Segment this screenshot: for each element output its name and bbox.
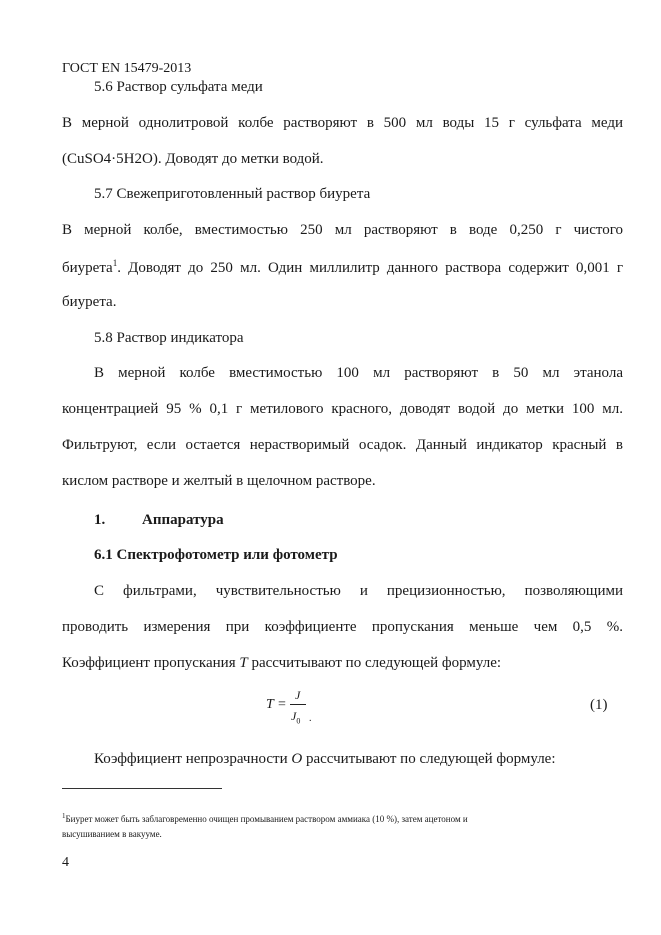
section-5-8-line-3: Фильтруют, если остается нерастворимый осадок. Данный индикатор красный в bbox=[62, 437, 623, 453]
footnote-line-2: высушиванием в вакууме. bbox=[62, 829, 162, 839]
section-6-1-title: 6.1 Спектрофотометр или фотометр bbox=[94, 547, 338, 563]
section-5-6-line-1: В мерной однолитровой колбе растворяют в 500 мл воды 15 г сульфата меди bbox=[62, 115, 623, 131]
formula-numerator: J bbox=[295, 688, 301, 702]
document-header: ГОСТ EN 15479-2013 bbox=[62, 61, 192, 76]
formula-equals: = bbox=[278, 697, 286, 712]
formula-denominator: $J_0$ bbox=[291, 709, 301, 726]
section-5-8-line-1: В мерной колбе вместимостью 100 мл растворяют в 50 мл этанола bbox=[94, 365, 623, 381]
section-6-1-line-3: Коэффициент пропускания T рассчитывают по следующей формуле: bbox=[62, 655, 502, 671]
formula-lhs: T bbox=[266, 697, 274, 712]
opacity-coefficient-line: Коэффициент непрозрачности O рассчитывают по следующей формуле: bbox=[94, 751, 556, 767]
section-5-8-title: 5.8 Раствор индикатора bbox=[94, 330, 244, 346]
section-1-number: 1. bbox=[94, 512, 106, 528]
footnote-separator bbox=[62, 788, 222, 789]
section-1-title: Аппаратура bbox=[142, 512, 224, 528]
section-6-1-line-2: проводить измерения при коэффициенте пропускания меньше чем 0,5 %. bbox=[62, 619, 623, 635]
formula-number: (1) bbox=[590, 697, 608, 713]
formula-dot: . bbox=[309, 713, 312, 724]
section-5-7-line-1: В мерной колбе, вместимостью 250 мл растворяют в воде 0,250 г чистого bbox=[62, 222, 623, 238]
section-5-7-line-3: биурета. bbox=[62, 294, 117, 310]
section-6-1-line-1: С фильтрами, чувствительностью и прецизионностью, позволяющими bbox=[94, 583, 623, 599]
section-5-8-line-4: кислом растворе и желтый в щелочном растворе. bbox=[62, 473, 376, 489]
footnote-line-1: $^1$Биурет может быть заблаговременно очищен промыванием раствором аммиака (10 %), затем ацетоном и bbox=[62, 812, 468, 824]
section-5-6-title: 5.6 Раствор сульфата меди bbox=[94, 79, 263, 95]
section-5-6-line-2: (CuSO4·5H2O). Доводят до метки водой. bbox=[62, 151, 324, 167]
footnote-ref: 1 bbox=[112, 258, 118, 268]
fraction-bar bbox=[290, 704, 306, 705]
section-5-7-title: 5.7 Свежеприготовленный раствор биурета bbox=[94, 186, 371, 202]
section-5-8-line-2: концентрацией 95 % 0,1 г метилового красного, доводят водой до метки 100 мл. bbox=[62, 401, 623, 417]
page-number: 4 bbox=[62, 855, 69, 870]
section-5-7-line-2: биурета$^1$. Доводят до 250 мл. Один миллилитр данного раствора содержит 0,001 г bbox=[62, 258, 623, 276]
